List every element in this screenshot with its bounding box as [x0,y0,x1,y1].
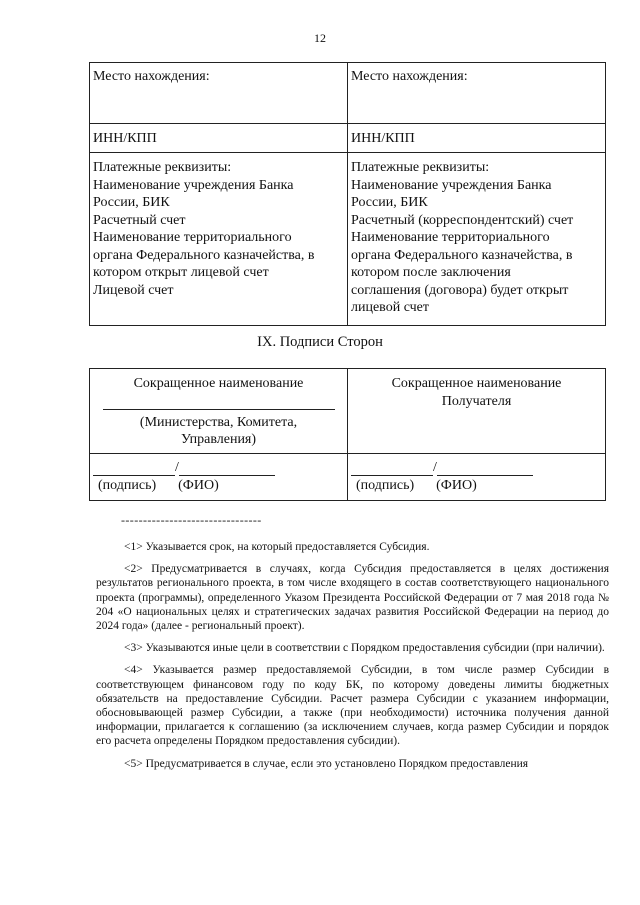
signatory-left-subtitle: (Министерства, Комитета, Управления) [139,414,298,447]
signature-slash: / [433,459,437,475]
cell-location-right [348,63,606,124]
cell-line: органа Федерального казначейства, в [351,247,573,263]
footnotes [96,540,609,779]
footnote-1: <1> Указывается срок, на который предоставляется Субсидия. [124,541,430,553]
footnote-3: <3> Указываются иные цели в соответствии с Порядком предоставления субсидии (при наличии). [124,642,605,655]
cell-payment-right [348,153,606,326]
table-row-inn [90,124,606,153]
cell-line: Платежные реквизиты: [351,160,490,175]
cell-line: Наименование территориального [351,230,550,245]
cell-line: Лицевой счет [93,282,174,298]
cell-line: России, БИК [351,195,428,210]
signatory-left-title: Сокращенное наименование [133,376,304,391]
fio-caption: (ФИО) [436,478,477,493]
cell-line: лицевой счет [351,300,429,315]
footnote-4: <4> Указывается размер предоставляемой Субсидии, в том числе размер Субсидии в соответствующем финансовом году по коду БК, по которому доведены лимиты бюджетных обязательств на предоставление Субсидии. Расчет размера Субсидии с указанием информации, обосновывающей размер Субсидии, а также (при необходимости) источника получения данной информации, прилагается к соглашению (за исключением случаев, когда размер Субсидии и порядок его расчета определены Порядком предоставления субсидии). [96,664,609,748]
signatures-table [89,368,606,501]
signatory-right-title: Сокращенное наименование Получателя [391,376,562,409]
signature-blank [93,461,175,476]
sign-caption: (подпись) [98,478,157,493]
cell-line: Наименование учреждения Банка [351,177,552,193]
cell-line: ИНН/КПП [351,131,415,146]
signatory-left-cell [90,369,348,454]
fio-blank [437,461,533,476]
footnote-separator: -------------------------------- [121,513,262,527]
signatory-right-cell [348,369,606,454]
cell-payment-left [90,153,348,326]
section-title: IX. Подписи Сторон [257,334,383,350]
cell-line: Расчетный (корреспондентский) счет [351,212,574,228]
requisites-table [89,62,606,326]
signature-slash: / [175,459,179,475]
cell-location-left [90,63,348,124]
cell-line: Место нахождения: [93,69,210,84]
fio-caption: (ФИО) [178,478,219,493]
signature-line [351,456,602,476]
cell-line: котором открыт лицевой счет [93,265,269,280]
table-row-payment [90,153,606,326]
signature-blank [351,461,433,476]
cell-inn-right [348,124,606,153]
sign-caption: (подпись) [356,478,415,493]
name-blank-line [103,395,335,410]
page-number: 12 [314,31,326,45]
signatures-sign-row [90,454,606,501]
footnote-5: <5> Предусматривается в случае, если это установлено Порядком предоставления [124,757,529,770]
cell-line: органа Федерального казначейства, в [93,247,315,263]
cell-line: ИНН/КПП [93,131,157,146]
table-row-location [90,63,606,124]
signature-left-cell [90,454,348,501]
cell-line: котором после заключения [351,265,511,280]
footnote-2: <2> Предусматривается в случаях, когда Субсидия предоставляется в целях достижения результатов регионального проекта, в том числе входящего в состав соответствующего национального проекта (программы), определенного Указом Президента Российской Федерации от 7 мая 2018 года № 204 «О национальных целях и стратегических задачах развития Российской Федерации на период до 2024 года» (далее - региональный проект). [96,563,609,633]
signature-right-cell [348,454,606,501]
cell-line: Место нахождения: [351,69,468,84]
cell-line: соглашения (договора) будет открыт [351,282,569,298]
cell-line: Наименование территориального [93,230,292,245]
cell-line: Наименование учреждения Банка [93,177,294,193]
signature-line [93,456,344,476]
cell-line: Расчетный счет [93,212,186,228]
signatures-header-row [90,369,606,454]
cell-line: Платежные реквизиты: [93,160,232,175]
fio-blank [179,461,275,476]
cell-line: России, БИК [93,195,170,210]
cell-inn-left [90,124,348,153]
